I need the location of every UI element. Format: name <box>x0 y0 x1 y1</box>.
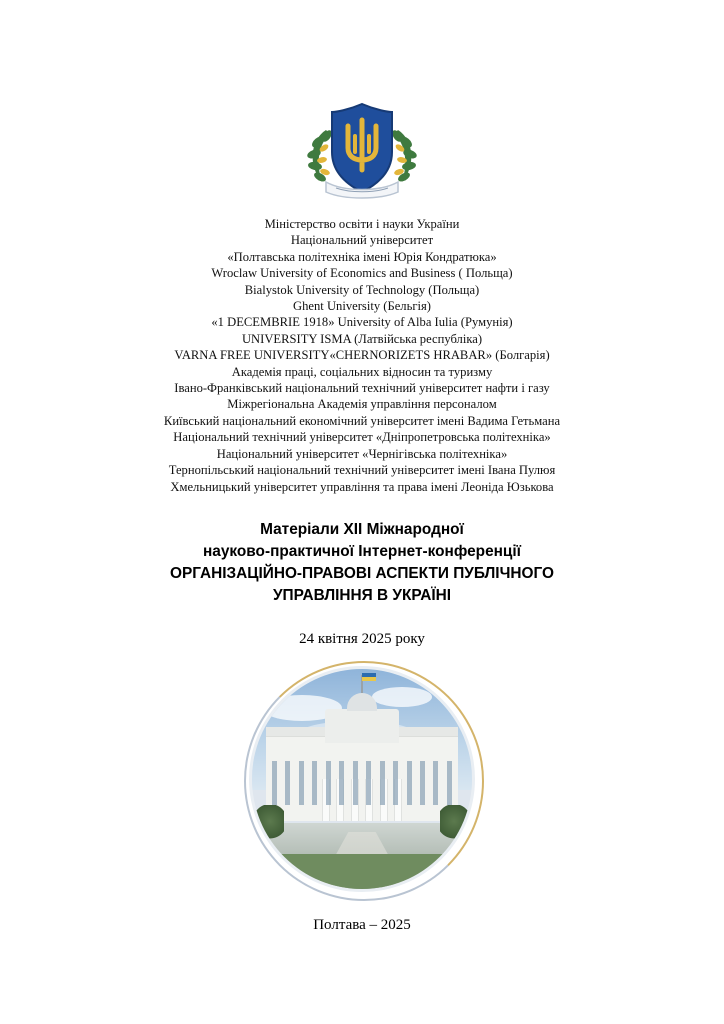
title-line: ОРГАНІЗАЦІЙНО-ПРАВОВІ АСПЕКТИ ПУБЛІЧНОГО <box>170 564 554 582</box>
organization-line: Івано-Франківський національний технічний університет нафти і газу <box>174 381 550 396</box>
organization-line: VARNA FREE UNIVERSITY«CHERNORIZETS HRABAR» (Болгарія) <box>174 348 550 363</box>
conference-title <box>170 519 554 607</box>
title-line: Матеріали XII Міжнародної <box>260 520 464 538</box>
emblem-icon <box>292 96 432 204</box>
organization-line: «1 DECEMBRIE 1918» University of Alba Iulia (Румунія) <box>211 315 513 330</box>
organization-line: Національний університет <box>290 233 434 248</box>
organization-line: Міжрегіональна Академія управління персоналом <box>227 397 497 412</box>
university-emblem <box>292 96 432 204</box>
organization-line: UNIVERSITY ISMA (Латвійська республіка) <box>241 331 483 346</box>
organization-line: Національний університет «Чернігівська політехніка» <box>216 446 508 461</box>
title-line: УПРАВЛІННЯ В УКРАЇНІ <box>272 586 452 604</box>
organization-line: Wroclaw University of Economics and Business ( Польща) <box>211 266 513 281</box>
organization-line: Міністерство освіти і науки України <box>264 217 460 231</box>
organization-line: Національний технічний університет «Дніпропетровська політехніка» <box>173 430 551 445</box>
organization-line: Академія праці, соціальних відносин та туризму <box>231 364 493 379</box>
organization-line: Ghent University (Бельгія) <box>293 299 431 314</box>
organization-line: Київський національний економічний університет імені Вадима Гетьмана <box>163 413 561 428</box>
organization-line: Тернопільський національний технічний університет імені Івана Пулюя <box>168 463 556 478</box>
organization-line: Хмельницький університет управління та права імені Леоніда Юзькова <box>170 479 554 494</box>
organizations-list <box>164 216 560 495</box>
building-photo <box>252 669 472 889</box>
place-and-year: Полтава – 2025 <box>313 916 411 933</box>
organization-line: Bialystok University of Technology (Польща) <box>244 282 480 297</box>
title-line: науково-практичної Інтернет-конференції <box>202 542 521 560</box>
organization-line: «Полтавська політехніка імені Юрія Кондратюка» <box>227 249 497 264</box>
photo-ring-gold <box>244 661 484 901</box>
conference-date: 24 квітня 2025 року <box>299 630 425 647</box>
